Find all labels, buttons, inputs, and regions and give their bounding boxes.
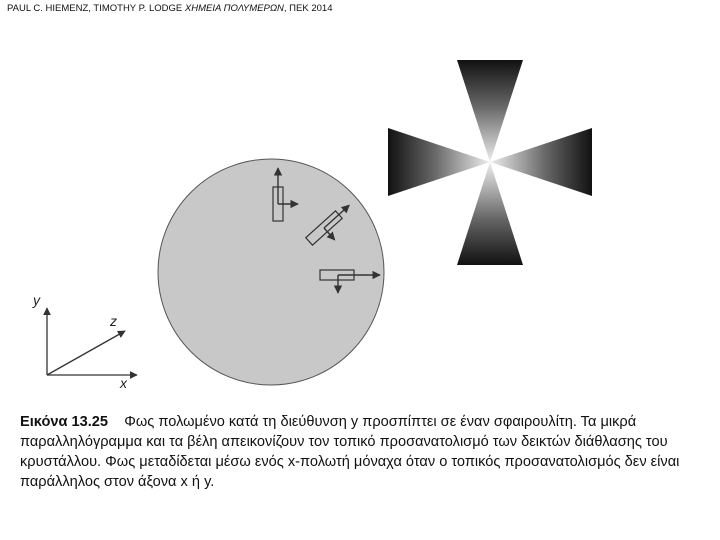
header-publisher: , ΠΕΚ 2014 <box>283 3 333 14</box>
maltese-cross <box>388 60 592 265</box>
z-axis-label: z <box>110 313 117 329</box>
z-axis <box>47 331 125 375</box>
caption-text: Φως πολωμένο κατά τη διεύθυνση y προσπίπτει σε έναν σφαιρουλίτη. Τα μικρά παραλληλόγραμμα και τα βέλη απεικονίζουν τον τοπικό προσανατολισμό των δεικτών διάθλασης του κρυστάλλου. Φως μεταδίδεται μέσω ενός x-πολωτή μόναχα όταν ο τοπικός προσανατολισμός δεν είναι παράλληλος στον άξονα x ή y. <box>20 414 680 490</box>
cross-blade-top <box>457 60 523 162</box>
cross-blade-left <box>388 128 490 196</box>
x-axis-label: x <box>120 375 127 391</box>
cross-blade-bottom <box>457 162 523 265</box>
coordinate-axes <box>32 292 137 391</box>
figure-caption <box>20 412 710 492</box>
y-axis-label: y <box>33 292 40 308</box>
header-title: ΧΗΜΕΙΑ ΠΟΛΥΜΕΡΩΝ <box>184 3 284 14</box>
cross-blade-right <box>490 128 592 196</box>
header-authors: PAUL C. HIEMENZ, TIMOTHY P. LODGE <box>7 3 183 14</box>
caption-label: Εικόνα 13.25 <box>20 414 109 430</box>
